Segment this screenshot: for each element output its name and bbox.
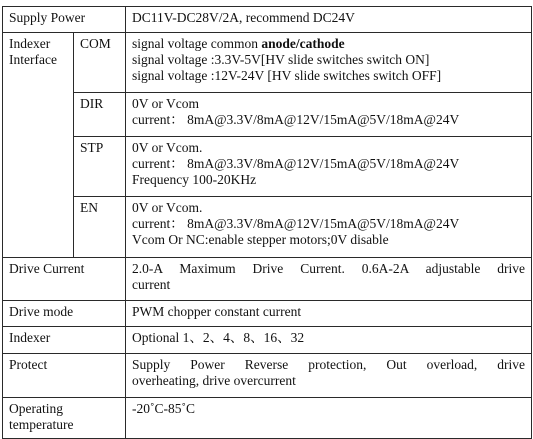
operating-temperature-value: -20˚C-85˚C [126, 398, 532, 439]
en-label: EN [74, 197, 126, 258]
drive-current-label: Drive Current [3, 258, 126, 301]
row-indexer [3, 327, 532, 354]
drive-mode-value: PWM chopper constant current [126, 301, 532, 327]
protect-label: Protect [3, 354, 126, 398]
row-indexer-dir [3, 93, 532, 137]
drive-current-value: 2.0-A Maximum Drive Current. 0.6A-2A adjustable drive current [126, 258, 532, 301]
stp-label: STP [74, 137, 126, 197]
operating-temperature-label: Operating temperature [3, 398, 126, 439]
protect-value: Supply Power Reverse protection, Out overload, drive overheating, drive overcurrent [126, 354, 532, 398]
com-line-1: signal voltage common anode/cathode [132, 36, 345, 51]
indexer-interface-label: Indexer Interface [3, 33, 74, 258]
specification-table [2, 6, 532, 439]
com-value: signal voltage common anode/cathode signal voltage :3.3V-5V[HV slide switches switch ON] signal voltage :12V-24V [HV slide switches switch OFF] [126, 33, 532, 93]
indexer-label: Indexer [3, 327, 126, 354]
row-indexer-stp [3, 137, 532, 197]
drive-mode-label: Drive mode [3, 301, 126, 327]
row-indexer-com [3, 33, 532, 93]
stp-value: 0V or Vcom. current： 8mA@3.3V/8mA@12V/15mA@5V/18mA@24V Frequency 100-20KHz [126, 137, 532, 197]
supply-power-label: Supply Power [3, 7, 126, 33]
com-label: COM [74, 33, 126, 93]
supply-power-value: DC11V-DC28V/2A, recommend DC24V [126, 7, 532, 33]
row-indexer-en [3, 197, 532, 258]
en-value: 0V or Vcom. current： 8mA@3.3V/8mA@12V/15mA@5V/18mA@24V Vcom Or NC:enable stepper motors;0V disable [126, 197, 532, 258]
row-drive-current [3, 258, 532, 301]
row-supply-power [3, 7, 532, 33]
dir-value: 0V or Vcom current： 8mA@3.3V/8mA@12V/15mA@5V/18mA@24V [126, 93, 532, 137]
dir-label: DIR [74, 93, 126, 137]
indexer-value: Optional 1、2、4、8、16、32 [126, 327, 532, 354]
row-drive-mode [3, 301, 532, 327]
row-protect [3, 354, 532, 398]
row-operating-temperature [3, 398, 532, 439]
